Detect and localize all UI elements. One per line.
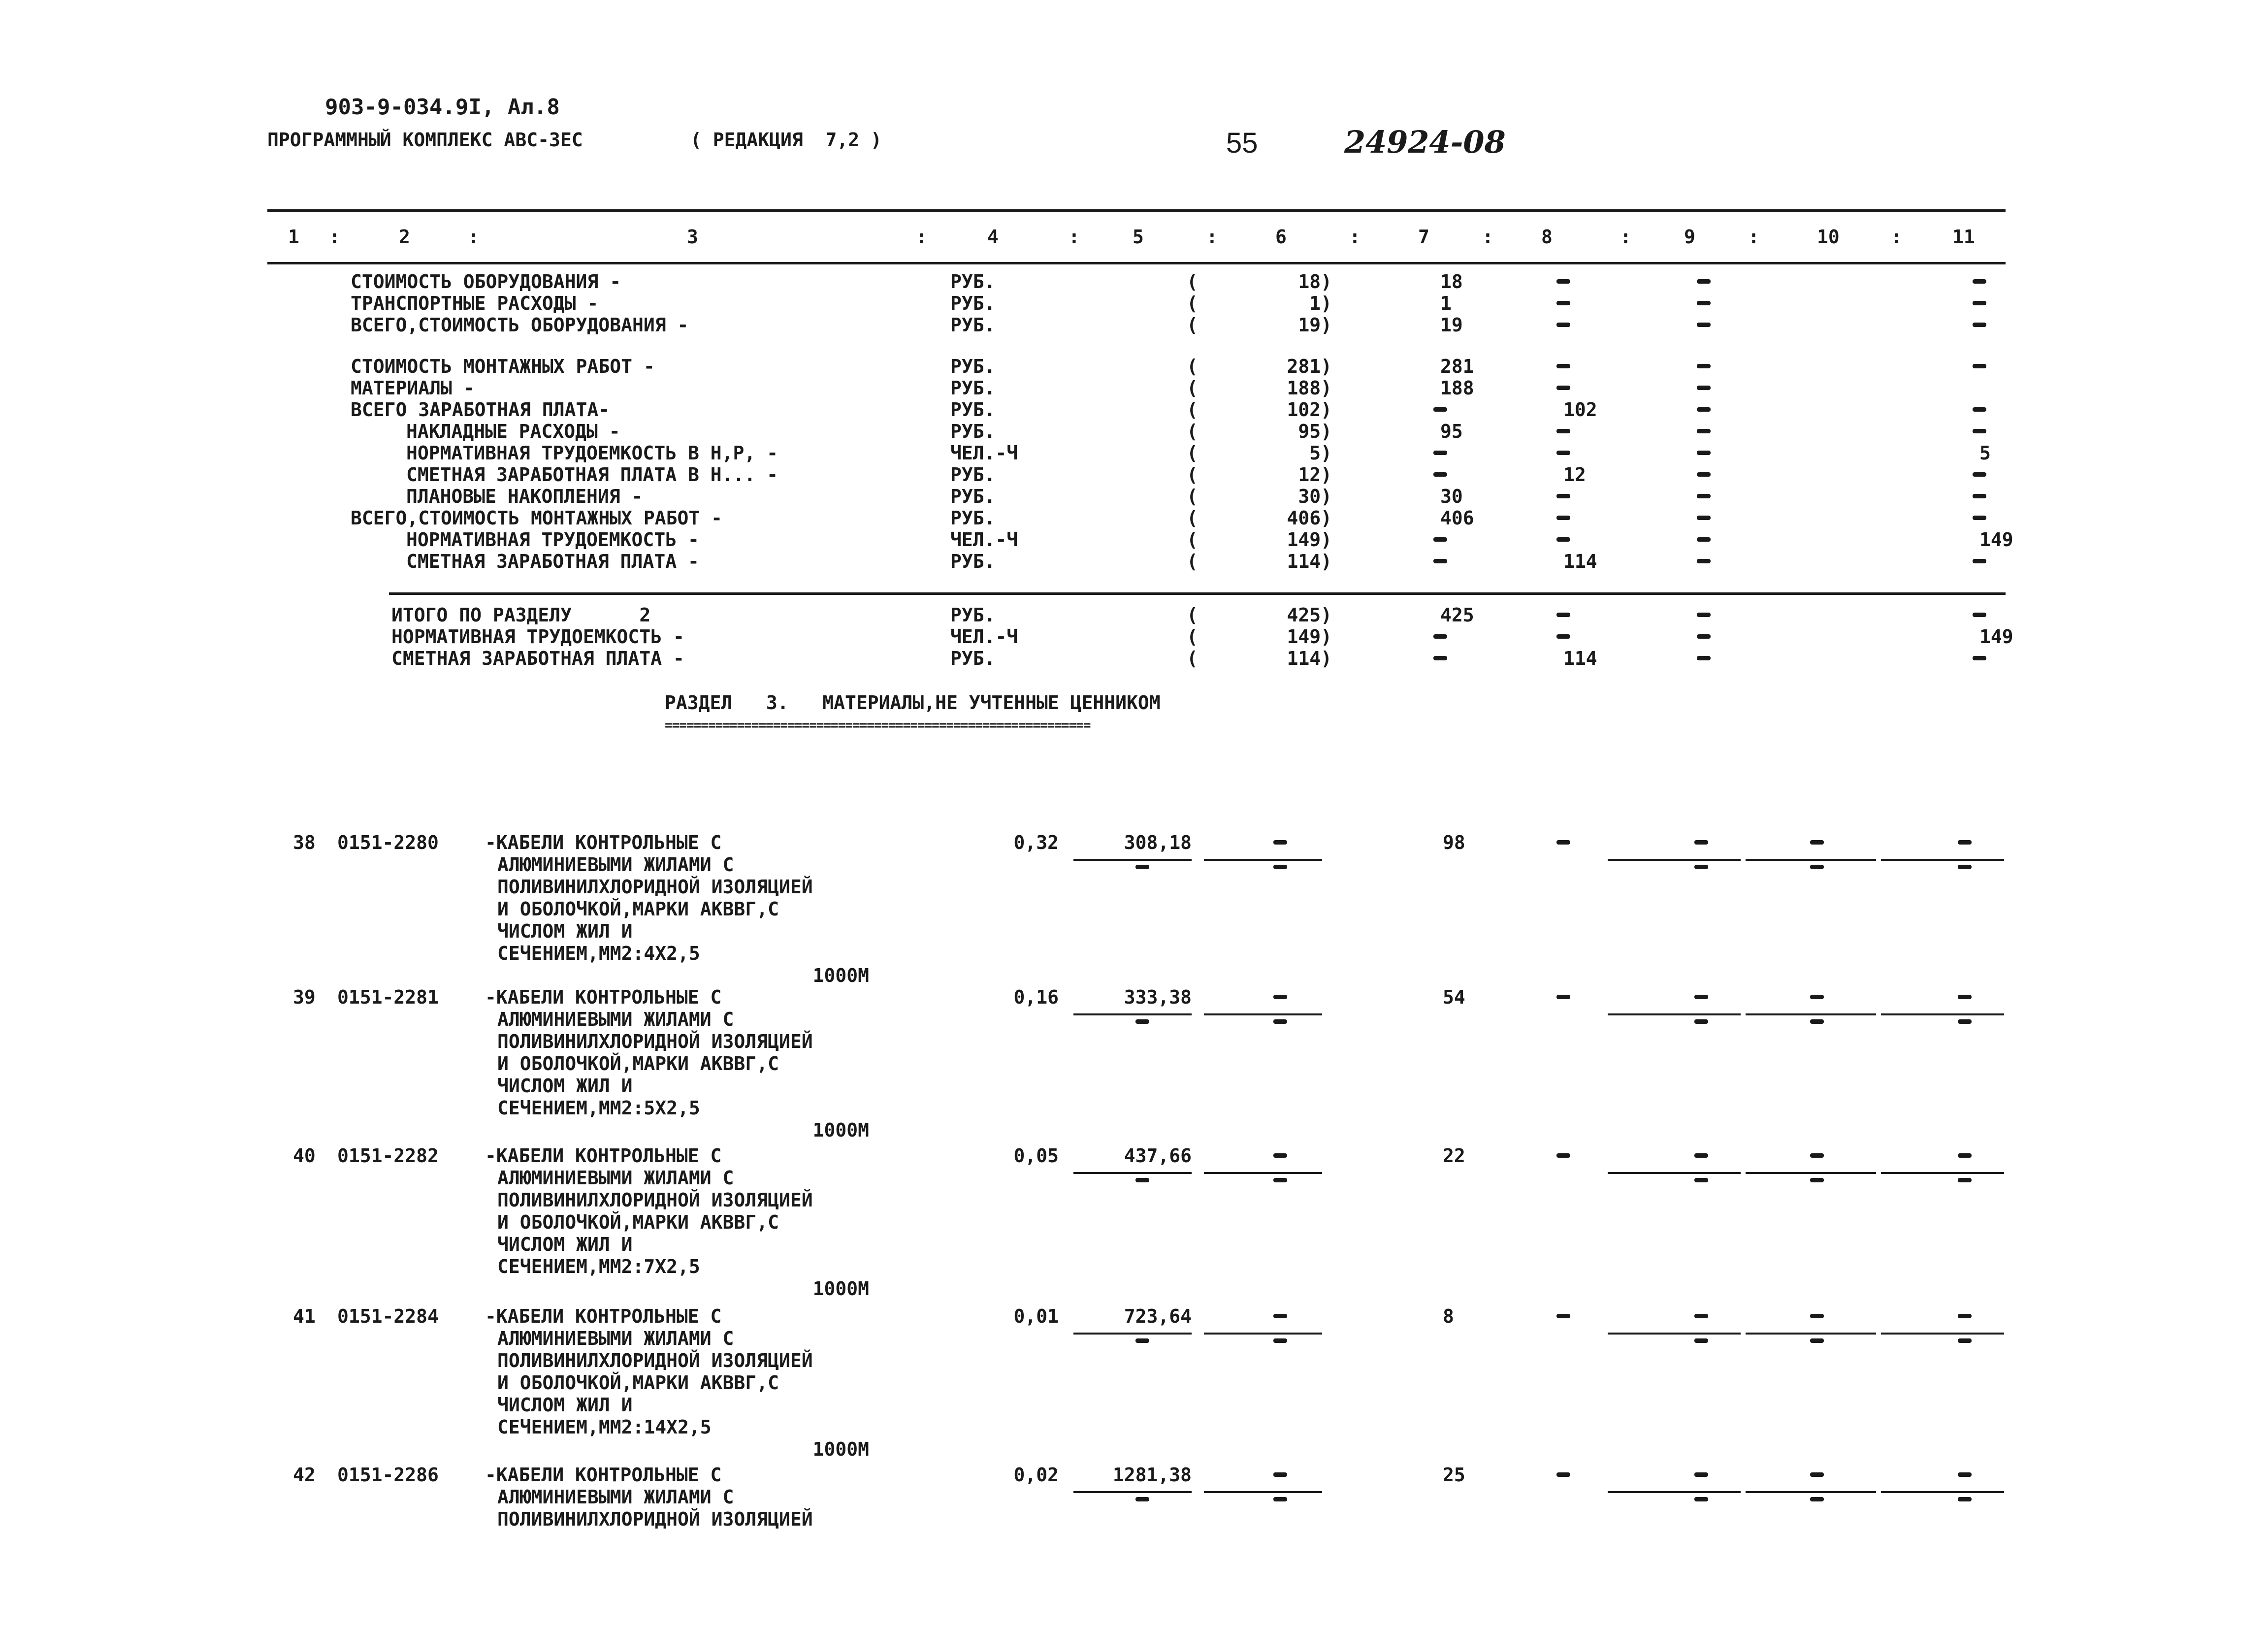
summary-col8 [1556, 537, 1570, 542]
column-header-6: 6 [1275, 226, 1287, 248]
summary-col9 [1697, 537, 1711, 542]
item-col11 [1958, 1153, 1972, 1158]
summary-unit: РУБ. [950, 293, 996, 314]
item-col10-dash [1810, 1497, 1824, 1501]
item-price: 1281,38 [1112, 1464, 1192, 1486]
column-separator: : [468, 226, 479, 248]
summary-col7 [1433, 559, 1447, 563]
item-description-line: СЕЧЕНИЕМ,ММ2:14Х2,5 [497, 1416, 712, 1438]
totals-col8 [1556, 634, 1570, 639]
item-col9-rule [1608, 1172, 1741, 1174]
item-col11-rule [1881, 1491, 2004, 1493]
item-col10-rule [1746, 1013, 1876, 1015]
summary-col11 [1973, 429, 1986, 433]
item-col6-rule [1204, 1491, 1322, 1493]
item-col9-rule [1608, 1013, 1741, 1015]
item-price: 437,66 [1124, 1145, 1192, 1167]
item-col7: 8 [1443, 1305, 1454, 1327]
item-col11-dash [1958, 1178, 1972, 1182]
summary-paren: ( [1187, 293, 1198, 314]
item-unit: 1000М [812, 965, 869, 986]
summary-col9 [1697, 451, 1711, 455]
summary-col6: 114) [1287, 551, 1332, 572]
item-col6-rule [1204, 1172, 1322, 1174]
summary-col8 [1556, 451, 1570, 455]
item-description-line: СЕЧЕНИЕМ,ММ2:7Х2,5 [497, 1256, 700, 1277]
item-quantity: 0,05 [1013, 1145, 1059, 1167]
item-price-rule [1073, 859, 1192, 861]
column-separator: : [916, 226, 927, 248]
summary-label: НОРМАТИВНАЯ ТРУДОЕМКОСТЬ - [406, 529, 699, 551]
summary-col7 [1433, 451, 1447, 455]
item-code: 0151-2286 [337, 1464, 439, 1486]
item-description-line: -КАБЕЛИ КОНТРОЛЬНЫЕ С [485, 986, 722, 1008]
item-price-dash [1135, 1019, 1149, 1024]
summary-paren: ( [1187, 486, 1198, 507]
item-price-rule [1073, 1172, 1192, 1174]
item-number: 40 [293, 1145, 316, 1167]
summary-col8 [1556, 429, 1570, 433]
column-separator: : [1620, 226, 1631, 248]
totals-col6: 149) [1287, 626, 1332, 648]
column-header-9: 9 [1684, 226, 1695, 248]
summary-col7: 95 [1440, 421, 1463, 442]
item-quantity: 0,02 [1013, 1464, 1059, 1486]
summary-unit: РУБ. [950, 377, 996, 399]
item-col9-dash [1694, 1338, 1708, 1343]
summary-col11 [1973, 494, 1986, 498]
page-number: 55 [1226, 127, 1258, 159]
summary-col9 [1697, 364, 1711, 368]
item-code: 0151-2280 [337, 832, 439, 853]
column-header-4: 4 [987, 226, 999, 248]
summary-col6: 406) [1287, 507, 1332, 529]
totals-col7 [1433, 634, 1447, 639]
totals-label: ИТОГО ПО РАЗДЕЛУ 2 [391, 604, 651, 626]
item-col6-dash [1273, 865, 1287, 869]
summary-col6: 281) [1287, 356, 1332, 377]
summary-col6: 30) [1298, 486, 1332, 507]
summary-unit: РУБ. [950, 314, 996, 336]
summary-col7: 281 [1440, 356, 1474, 377]
item-col7: 22 [1443, 1145, 1465, 1167]
summary-col11 [1973, 516, 1986, 520]
document-code: 903-9-034.9I, Ал.8 [325, 95, 560, 120]
summary-col9 [1697, 301, 1711, 305]
section-title: РАЗДЕЛ 3. МАТЕРИАЛЫ,НЕ УЧТЕННЫЕ ЦЕННИКОМ [665, 692, 1161, 714]
item-col11-rule [1881, 1172, 2004, 1174]
item-col8 [1556, 1472, 1570, 1477]
summary-col11: 5 [1979, 442, 1991, 464]
totals-col11 [1973, 613, 1986, 617]
table-top-rule [267, 209, 2006, 212]
item-quantity: 0,32 [1013, 832, 1059, 853]
item-col6 [1273, 1153, 1287, 1158]
item-col6-rule [1204, 1013, 1322, 1015]
item-unit: 1000М [812, 1438, 869, 1460]
section-underline: =========================================================== [665, 718, 1091, 733]
item-col7: 54 [1443, 986, 1465, 1008]
item-col6 [1273, 1314, 1287, 1318]
item-col9-rule [1608, 1333, 1741, 1335]
item-description-line: -КАБЕЛИ КОНТРОЛЬНЫЕ С [485, 832, 722, 853]
column-header-7: 7 [1418, 226, 1429, 248]
item-col10-rule [1746, 859, 1876, 861]
item-col11-dash [1958, 1338, 1972, 1343]
summary-label: ПЛАНОВЫЕ НАКОПЛЕНИЯ - [406, 486, 643, 507]
summary-col9 [1697, 516, 1711, 520]
totals-col7: 425 [1440, 604, 1474, 626]
summary-col7: 188 [1440, 377, 1474, 399]
item-col6-dash [1273, 1019, 1287, 1024]
column-header-3: 3 [687, 226, 698, 248]
item-description-line: -КАБЕЛИ КОНТРОЛЬНЫЕ С [485, 1145, 722, 1167]
item-col6 [1273, 995, 1287, 999]
column-separator: : [1891, 226, 1902, 248]
item-col9-dash [1694, 1178, 1708, 1182]
item-number: 42 [293, 1464, 316, 1486]
summary-col8: 114 [1563, 551, 1597, 572]
edition-label: ( РЕДАКЦИЯ 7,2 ) [690, 129, 882, 151]
item-col10 [1810, 840, 1824, 845]
item-description-line: АЛЮМИНИЕВЫМИ ЖИЛАМИ С [497, 854, 734, 876]
item-price-rule [1073, 1333, 1192, 1335]
item-col11 [1958, 995, 1972, 999]
item-number: 41 [293, 1305, 316, 1327]
item-col10-rule [1746, 1333, 1876, 1335]
item-description-line: И ОБОЛОЧКОЙ,МАРКИ АКВВГ,С [497, 1053, 779, 1075]
summary-unit: РУБ. [950, 486, 996, 507]
summary-col7: 406 [1440, 507, 1474, 529]
column-separator: : [1748, 226, 1759, 248]
summary-label: НАКЛАДНЫЕ РАСХОДЫ - [406, 421, 620, 442]
summary-col7: 18 [1440, 271, 1463, 293]
item-col9-rule [1608, 859, 1741, 861]
summary-col7 [1433, 537, 1447, 542]
handwritten-reference: 24924-08 [1344, 124, 1506, 160]
item-col11-rule [1881, 859, 2004, 861]
summary-col6: 149) [1287, 529, 1332, 551]
summary-paren: ( [1187, 314, 1198, 336]
summary-col6: 1) [1309, 293, 1332, 314]
item-number: 38 [293, 832, 316, 853]
summary-col11: 149 [1979, 529, 2013, 551]
item-price-rule [1073, 1013, 1192, 1015]
summary-label: СМЕТНАЯ ЗАРАБОТНАЯ ПЛАТА В Н... - [406, 464, 778, 486]
column-separator: : [1206, 226, 1218, 248]
totals-label: СМЕТНАЯ ЗАРАБОТНАЯ ПЛАТА - [391, 648, 684, 669]
item-description-line: И ОБОЛОЧКОЙ,МАРКИ АКВВГ,С [497, 1211, 779, 1233]
item-description-line: ПОЛИВИНИЛХЛОРИДНОЙ ИЗОЛЯЦИЕЙ [497, 1350, 813, 1371]
item-col11-rule [1881, 1333, 2004, 1335]
table-header-rule [267, 262, 2006, 264]
item-col9 [1694, 1472, 1708, 1477]
summary-unit: РУБ. [950, 356, 996, 377]
summary-col11 [1973, 559, 1986, 563]
summary-col7 [1433, 407, 1447, 412]
item-price-dash [1135, 865, 1149, 869]
item-col10-rule [1746, 1491, 1876, 1493]
summary-paren: ( [1187, 529, 1198, 551]
item-price-dash [1135, 1497, 1149, 1501]
summary-col8: 12 [1563, 464, 1586, 486]
item-col10-rule [1746, 1172, 1876, 1174]
totals-paren: ( [1187, 626, 1198, 648]
summary-col6: 95) [1298, 421, 1332, 442]
item-col10 [1810, 1314, 1824, 1318]
summary-unit: РУБ. [950, 464, 996, 486]
summary-label: ВСЕГО,СТОИМОСТЬ МОНТАЖНЫХ РАБОТ - [351, 507, 722, 529]
item-col6-rule [1204, 1333, 1322, 1335]
summary-paren: ( [1187, 551, 1198, 572]
summary-col8 [1556, 516, 1570, 520]
item-code: 0151-2284 [337, 1305, 439, 1327]
column-header-8: 8 [1541, 226, 1553, 248]
totals-unit: ЧЕЛ.-Ч [950, 626, 1018, 648]
item-col10 [1810, 1153, 1824, 1158]
totals-col7 [1433, 656, 1447, 660]
column-header-11: 11 [1952, 226, 1975, 248]
item-col9 [1694, 1153, 1708, 1158]
totals-col9 [1697, 634, 1711, 639]
item-price: 333,38 [1124, 986, 1192, 1008]
item-col11-dash [1958, 865, 1972, 869]
column-header-2: 2 [399, 226, 410, 248]
summary-unit: РУБ. [950, 551, 996, 572]
summary-col7: 30 [1440, 486, 1463, 507]
item-description-line: ПОЛИВИНИЛХЛОРИДНОЙ ИЗОЛЯЦИЕЙ [497, 1031, 813, 1052]
summary-col11 [1973, 364, 1986, 368]
summary-col6: 5) [1309, 442, 1332, 464]
summary-col11 [1973, 279, 1986, 284]
totals-paren: ( [1187, 604, 1198, 626]
item-description-line: АЛЮМИНИЕВЫМИ ЖИЛАМИ С [497, 1167, 734, 1189]
item-col7: 25 [1443, 1464, 1465, 1486]
summary-label: НОРМАТИВНАЯ ТРУДОЕМКОСТЬ В Н,Р, - [406, 442, 778, 464]
item-description-line: ЧИСЛОМ ЖИЛ И [497, 1394, 633, 1416]
item-description-line: ПОЛИВИНИЛХЛОРИДНОЙ ИЗОЛЯЦИЕЙ [497, 1508, 813, 1530]
summary-col7 [1433, 472, 1447, 477]
summary-col8 [1556, 494, 1570, 498]
summary-paren: ( [1187, 399, 1198, 421]
totals-col6: 425) [1287, 604, 1332, 626]
item-col9-dash [1694, 1497, 1708, 1501]
totals-col11: 149 [1979, 626, 2013, 648]
item-description-line: ЧИСЛОМ ЖИЛ И [497, 1234, 633, 1255]
summary-col9 [1697, 559, 1711, 563]
summary-col9 [1697, 279, 1711, 284]
summary-col6: 18) [1298, 271, 1332, 293]
summary-col7: 1 [1440, 293, 1452, 314]
summary-paren: ( [1187, 421, 1198, 442]
summary-col6: 188) [1287, 377, 1332, 399]
summary-label: ТРАНСПОРТНЫЕ РАСХОДЫ - [351, 293, 599, 314]
item-col10-dash [1810, 1338, 1824, 1343]
summary-col8 [1556, 364, 1570, 368]
summary-paren: ( [1187, 271, 1198, 293]
column-header-10: 10 [1817, 226, 1840, 248]
totals-paren: ( [1187, 648, 1198, 669]
item-col11-dash [1958, 1019, 1972, 1024]
item-description-line: И ОБОЛОЧКОЙ,МАРКИ АКВВГ,С [497, 1372, 779, 1394]
item-col9-rule [1608, 1491, 1741, 1493]
summary-col6: 19) [1298, 314, 1332, 336]
summary-unit: РУБ. [950, 421, 996, 442]
item-col11 [1958, 1314, 1972, 1318]
item-description-line: АЛЮМИНИЕВЫМИ ЖИЛАМИ С [497, 1009, 734, 1030]
item-description-line: И ОБОЛОЧКОЙ,МАРКИ АКВВГ,С [497, 898, 779, 920]
summary-col8: 102 [1563, 399, 1597, 421]
item-col8 [1556, 1314, 1570, 1318]
summary-unit: ЧЕЛ.-Ч [950, 529, 1018, 551]
program-name: ПРОГРАММНЫЙ КОМПЛЕКС АВС-ЗЕС [267, 129, 583, 151]
summary-paren: ( [1187, 442, 1198, 464]
item-description-line: ПОЛИВИНИЛХЛОРИДНОЙ ИЗОЛЯЦИЕЙ [497, 876, 813, 898]
item-description-line: СЕЧЕНИЕМ,ММ2:4Х2,5 [497, 943, 700, 964]
summary-col9 [1697, 386, 1711, 390]
item-col6-dash [1273, 1338, 1287, 1343]
item-description-line: АЛЮМИНИЕВЫМИ ЖИЛАМИ С [497, 1486, 734, 1508]
summary-col11 [1973, 301, 1986, 305]
summary-paren: ( [1187, 464, 1198, 486]
summary-paren: ( [1187, 377, 1198, 399]
summary-col9 [1697, 494, 1711, 498]
item-price: 723,64 [1124, 1305, 1192, 1327]
column-header-5: 5 [1133, 226, 1144, 248]
summary-unit: ЧЕЛ.-Ч [950, 442, 1018, 464]
item-col6-dash [1273, 1497, 1287, 1501]
totals-unit: РУБ. [950, 648, 996, 669]
summary-col8 [1556, 301, 1570, 305]
summary-col6: 12) [1298, 464, 1332, 486]
item-quantity: 0,16 [1013, 986, 1059, 1008]
item-col10 [1810, 1472, 1824, 1477]
summary-col8 [1556, 323, 1570, 327]
item-quantity: 0,01 [1013, 1305, 1059, 1327]
item-col9 [1694, 840, 1708, 845]
summary-paren: ( [1187, 507, 1198, 529]
item-description-line: АЛЮМИНИЕВЫМИ ЖИЛАМИ С [497, 1328, 734, 1349]
item-col10-dash [1810, 1019, 1824, 1024]
item-col6-rule [1204, 859, 1322, 861]
totals-col8: 114 [1563, 648, 1597, 669]
item-description-line: ЧИСЛОМ ЖИЛ И [497, 1075, 633, 1097]
item-price-dash [1135, 1178, 1149, 1182]
item-number: 39 [293, 986, 316, 1008]
column-separator: : [1482, 226, 1493, 248]
item-code: 0151-2282 [337, 1145, 439, 1167]
summary-col6: 102) [1287, 399, 1332, 421]
item-price: 308,18 [1124, 832, 1192, 853]
item-col8 [1556, 1153, 1570, 1158]
item-col9-dash [1694, 865, 1708, 869]
summary-col9 [1697, 323, 1711, 327]
summary-col8 [1556, 279, 1570, 284]
summary-unit: РУБ. [950, 507, 996, 529]
summary-label: СТОИМОСТЬ МОНТАЖНЫХ РАБОТ - [351, 356, 655, 377]
item-col11 [1958, 840, 1972, 845]
summary-unit: РУБ. [950, 399, 996, 421]
totals-col8 [1556, 613, 1570, 617]
column-separator: : [1349, 226, 1361, 248]
column-separator: : [1069, 226, 1080, 248]
summary-paren: ( [1187, 356, 1198, 377]
item-col11-dash [1958, 1497, 1972, 1501]
item-description-line: -КАБЕЛИ КОНТРОЛЬНЫЕ С [485, 1305, 722, 1327]
item-description-line: СЕЧЕНИЕМ,ММ2:5Х2,5 [497, 1097, 700, 1119]
totals-col11 [1973, 656, 1986, 660]
item-col7: 98 [1443, 832, 1465, 853]
summary-col9 [1697, 407, 1711, 412]
item-description-line: ПОЛИВИНИЛХЛОРИДНОЙ ИЗОЛЯЦИЕЙ [497, 1189, 813, 1211]
summary-col7: 19 [1440, 314, 1463, 336]
item-col11 [1958, 1472, 1972, 1477]
item-col6 [1273, 840, 1287, 845]
summary-label: СМЕТНАЯ ЗАРАБОТНАЯ ПЛАТА - [406, 551, 699, 572]
item-col8 [1556, 840, 1570, 845]
totals-col6: 114) [1287, 648, 1332, 669]
item-col8 [1556, 995, 1570, 999]
column-header-1: 1 [288, 226, 299, 248]
summary-col11 [1973, 472, 1986, 477]
item-col6 [1273, 1472, 1287, 1477]
item-col10-dash [1810, 1178, 1824, 1182]
item-col9 [1694, 995, 1708, 999]
item-col10-dash [1810, 865, 1824, 869]
summary-label: МАТЕРИАЛЫ - [351, 377, 475, 399]
summary-label: ВСЕГО,СТОИМОСТЬ ОБОРУДОВАНИЯ - [351, 314, 689, 336]
summary-col9 [1697, 429, 1711, 433]
summary-unit: РУБ. [950, 271, 996, 293]
totals-col9 [1697, 656, 1711, 660]
item-col10 [1810, 995, 1824, 999]
item-col9-dash [1694, 1019, 1708, 1024]
totals-rule [389, 592, 2006, 595]
summary-label: ВСЕГО ЗАРАБОТНАЯ ПЛАТА- [351, 399, 610, 421]
summary-col8 [1556, 386, 1570, 390]
totals-unit: РУБ. [950, 604, 996, 626]
summary-label: СТОИМОСТЬ ОБОРУДОВАНИЯ - [351, 271, 621, 293]
item-col11-rule [1881, 1013, 2004, 1015]
item-price-rule [1073, 1491, 1192, 1493]
item-unit: 1000М [812, 1278, 869, 1300]
item-price-dash [1135, 1338, 1149, 1343]
item-code: 0151-2281 [337, 986, 439, 1008]
summary-col9 [1697, 472, 1711, 477]
item-description-line: ЧИСЛОМ ЖИЛ И [497, 920, 633, 942]
totals-col9 [1697, 613, 1711, 617]
summary-col11 [1973, 323, 1986, 327]
item-col9 [1694, 1314, 1708, 1318]
summary-col11 [1973, 407, 1986, 412]
item-col6-dash [1273, 1178, 1287, 1182]
column-separator: : [329, 226, 340, 248]
item-description-line: -КАБЕЛИ КОНТРОЛЬНЫЕ С [485, 1464, 722, 1486]
item-unit: 1000М [812, 1119, 869, 1141]
totals-label: НОРМАТИВНАЯ ТРУДОЕМКОСТЬ - [391, 626, 684, 648]
